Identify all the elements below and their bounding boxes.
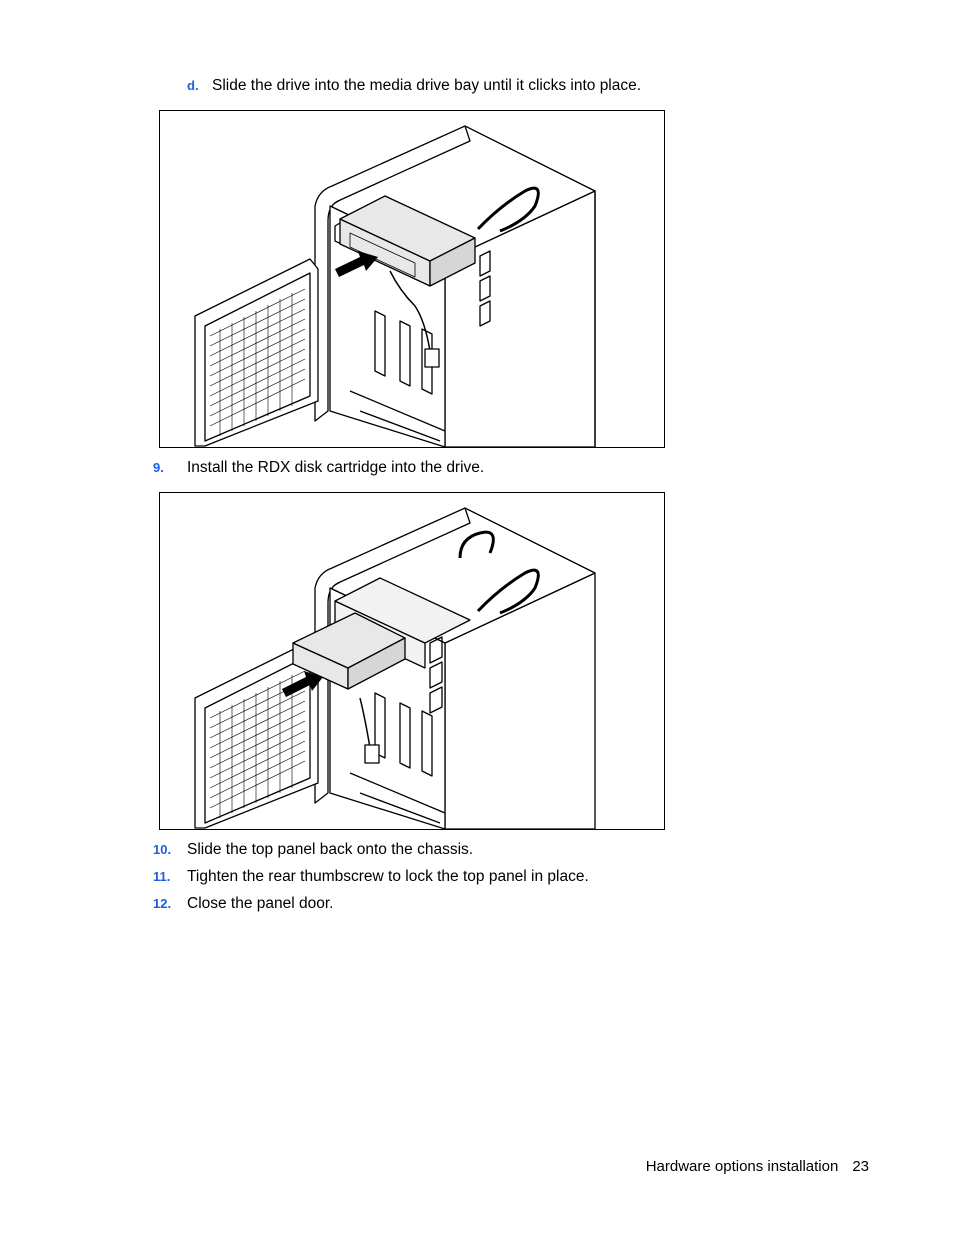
step-number: 12.: [153, 896, 172, 911]
page-number: 23: [852, 1158, 869, 1175]
step-text: Slide the drive into the media drive bay until it clicks into place.: [212, 77, 642, 94]
step-text: Close the panel door.: [187, 895, 334, 912]
step-number: 11.: [153, 869, 171, 884]
figure-cartridge-insertion: [159, 492, 665, 830]
step-text: Slide the top panel back onto the chassis.: [187, 841, 474, 858]
server-cartridge-illustration: [160, 493, 664, 829]
step-number: 10.: [153, 842, 172, 857]
step-number: d.: [187, 78, 199, 93]
figure-drive-insertion: [159, 110, 665, 448]
step-number: 9.: [153, 460, 164, 475]
server-drive-illustration: [160, 111, 664, 447]
page-footer: [646, 1158, 869, 1175]
footer-section-title: Hardware options installation: [645, 1158, 839, 1175]
step-text: Tighten the rear thumbscrew to lock the top panel in place.: [187, 868, 589, 885]
step-text: Install the RDX disk cartridge into the drive.: [187, 459, 485, 476]
